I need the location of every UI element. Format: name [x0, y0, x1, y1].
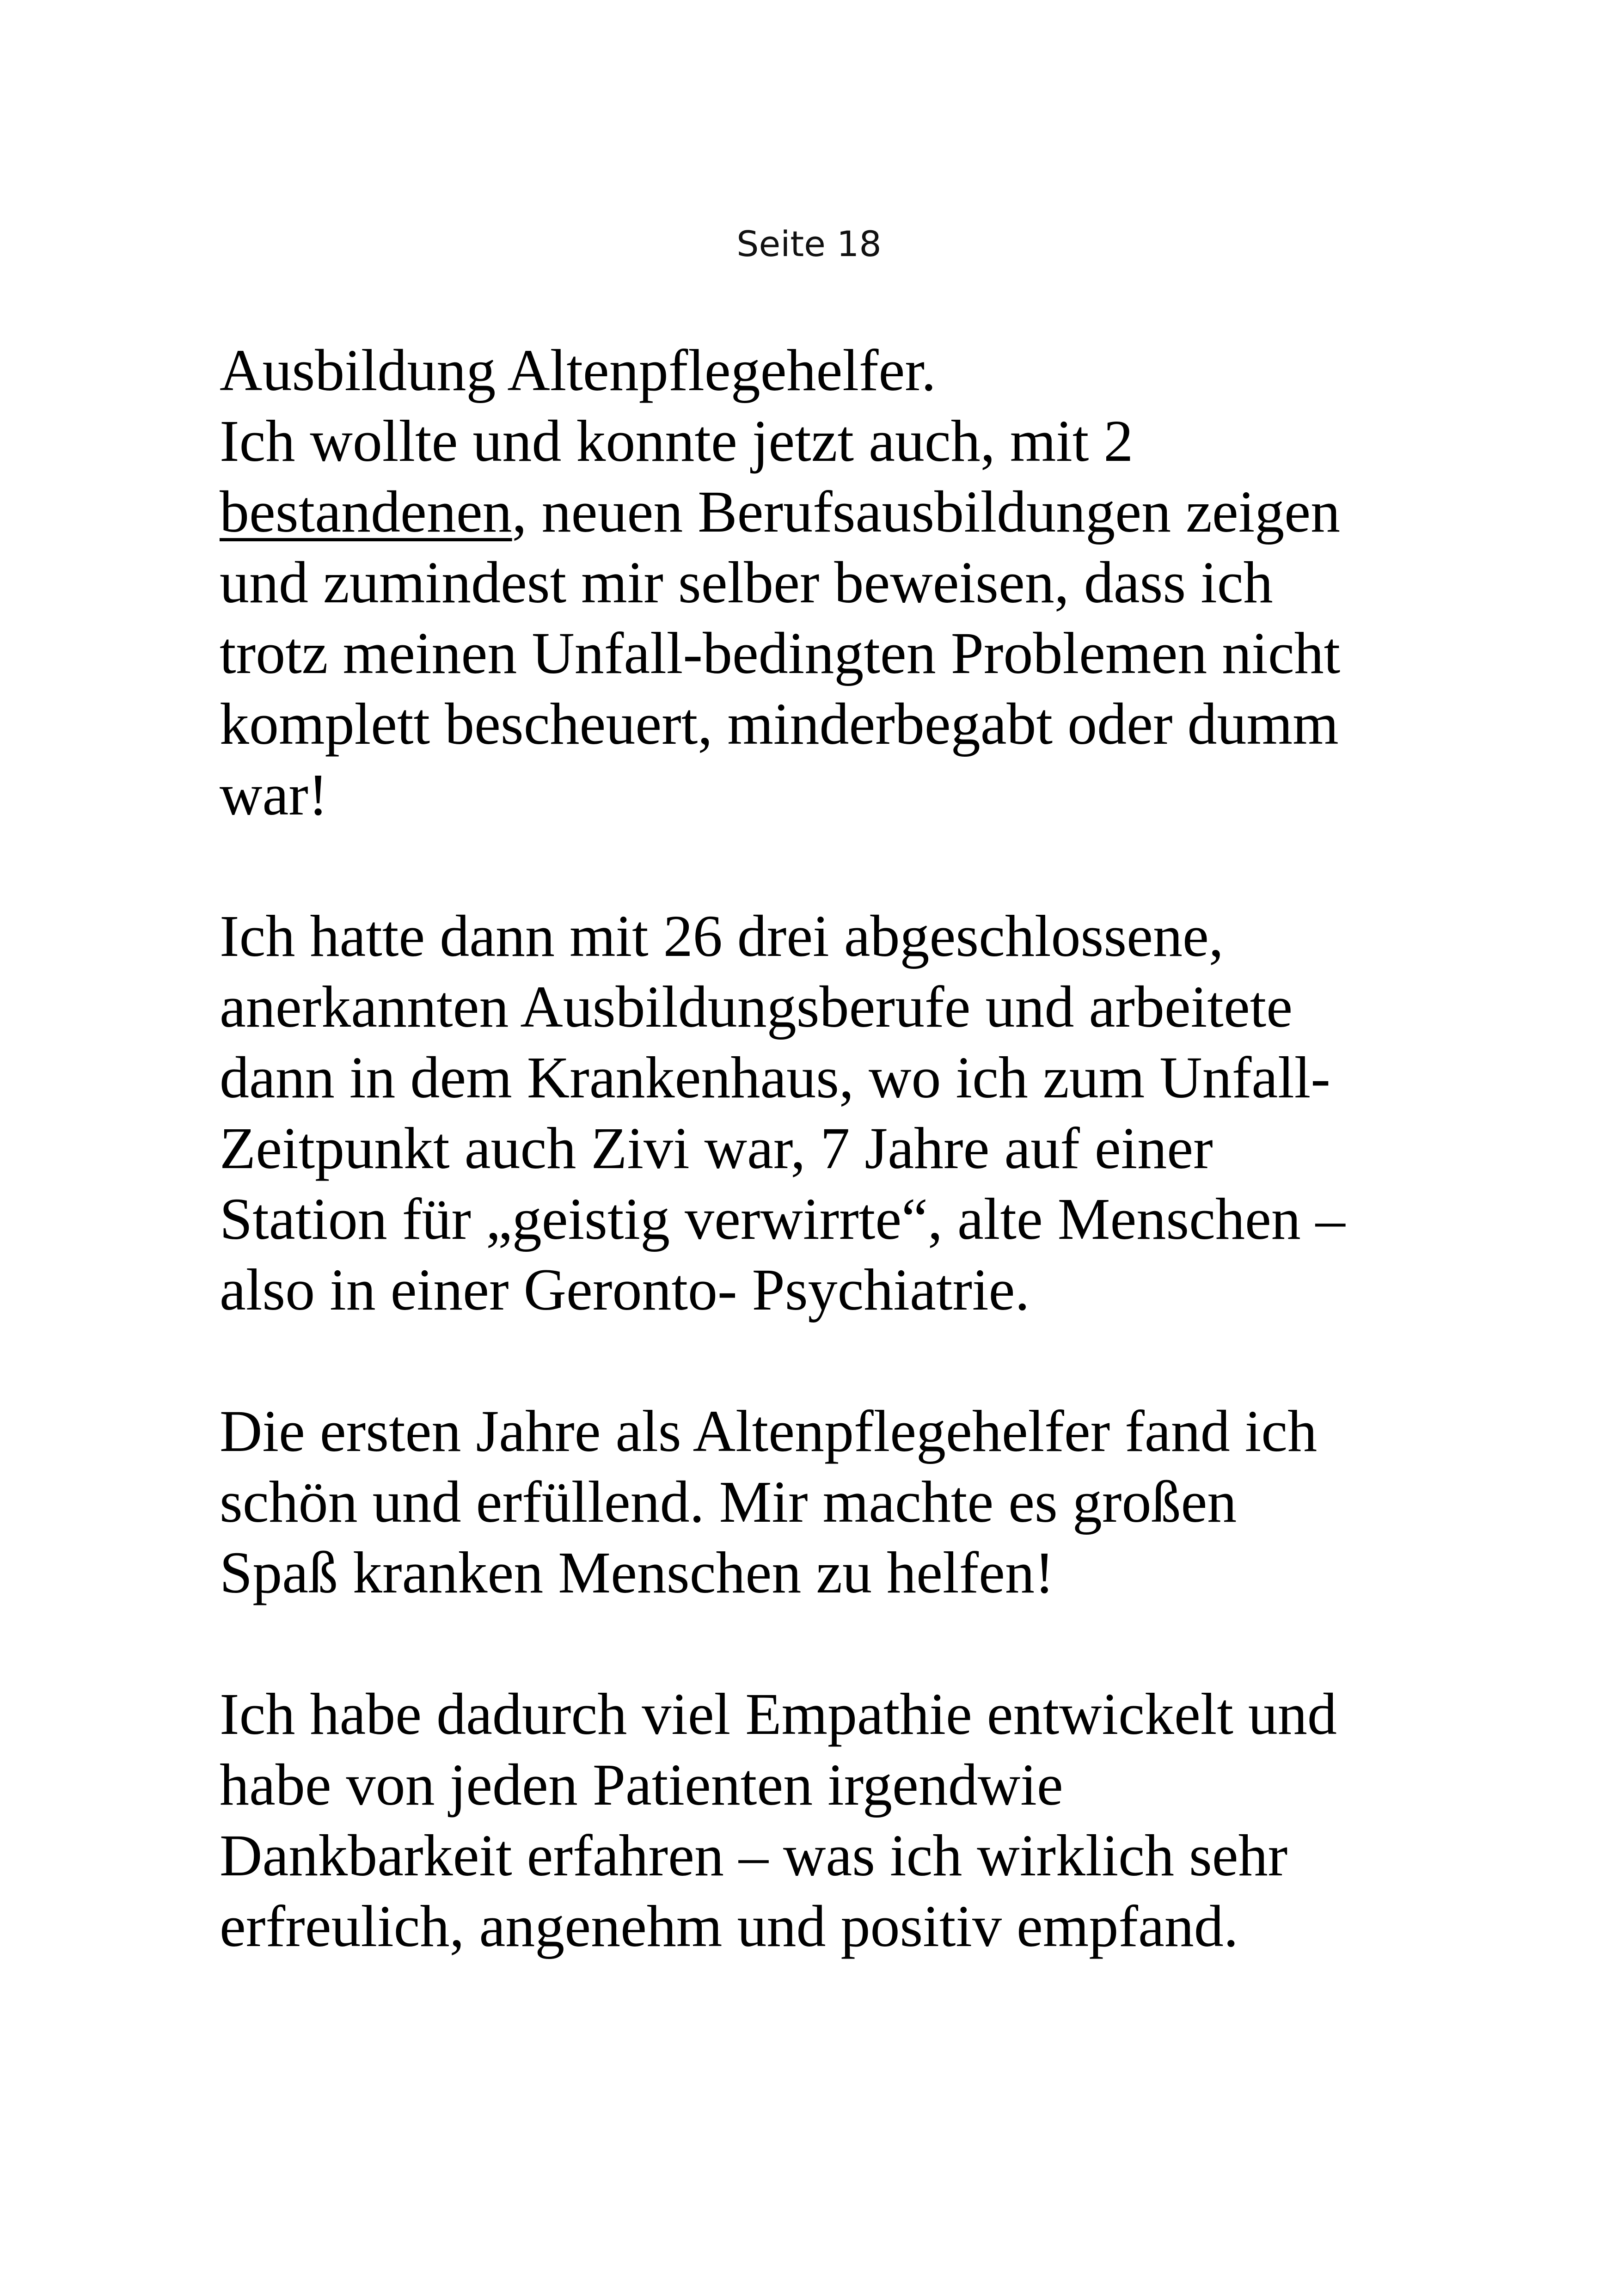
text-line: [220, 477, 1468, 547]
text-line: dann in dem Krankenhaus, wo ich zum Unfall-: [220, 1045, 1330, 1110]
text-line: schön und erfüllend. Mir machte es großen: [220, 1469, 1237, 1535]
paragraph-4: [220, 1679, 1468, 1962]
text-line: Ausbildung Altenpflegehelfer.: [220, 337, 936, 403]
text-line: Dankbarkeit erfahren – was ich wirklich sehr: [220, 1823, 1288, 1888]
text-line: trotz meinen Unfall-bedingten Problemen nicht: [220, 620, 1341, 686]
text-line: Die ersten Jahre als Altenpflegehelfer fand ich: [220, 1398, 1318, 1464]
underlined-word: bestandenen: [220, 479, 512, 545]
text-line-rest: , neuen Berufsausbildungen zeigen: [512, 479, 1341, 545]
text-line: Ich habe dadurch viel Empathie entwickelt und: [220, 1681, 1337, 1747]
text-line: Ich hatte dann mit 26 drei abgeschlossene,: [220, 903, 1224, 969]
text-line: habe von jeden Patienten irgendwie: [220, 1752, 1063, 1818]
page-number: Seite 18: [736, 223, 882, 264]
text-line: war!: [220, 762, 328, 827]
text-line: also in einer Geronto- Psychiatrie.: [220, 1257, 1030, 1322]
body-text: [220, 335, 1468, 2033]
text-line: anerkannten Ausbildungsberufe und arbeitete: [220, 974, 1293, 1040]
text-line: Ich wollte und konnte jetzt auch, mit 2: [220, 408, 1134, 474]
text-line: und zumindest mir selber beweisen, dass ich: [220, 550, 1273, 615]
text-line: Zeitpunkt auch Zivi war, 7 Jahre auf einer: [220, 1115, 1213, 1181]
paragraph-3: [220, 1396, 1468, 1608]
text-line: erfreulich, angenehm und positiv empfand.: [220, 1893, 1238, 1959]
paragraph-1: [220, 335, 1468, 830]
paragraph-2: [220, 901, 1468, 1325]
text-line: Station für „geistig verwirrte“, alte Menschen –: [220, 1186, 1345, 1252]
text-line: Spaß kranken Menschen zu helfen!: [220, 1540, 1054, 1605]
text-line: komplett bescheuert, minderbegabt oder dumm: [220, 691, 1339, 757]
